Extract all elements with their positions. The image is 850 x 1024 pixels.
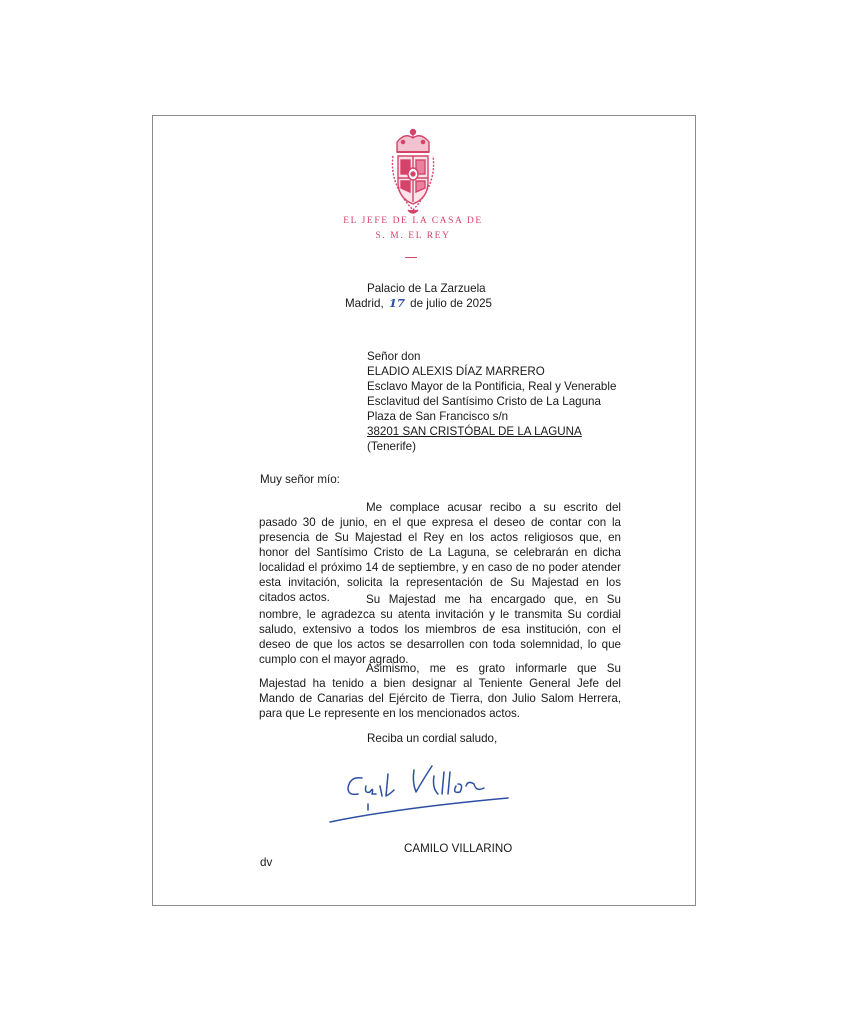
recipient-postal-city: 38201 SAN CRISTÓBAL DE LA LAGUNA	[367, 425, 582, 438]
date-month-year: de julio de 2025	[410, 297, 493, 310]
typist-initials: dv	[260, 856, 273, 869]
recipient-title-1: Esclavo Mayor de la Pontificia, Real y Venerable	[367, 380, 617, 393]
handwritten-signature	[328, 764, 538, 826]
recipient-region: (Tenerife)	[367, 440, 416, 453]
body-paragraph-3: Asimismo, me es grato informarle que Su Majestad ha tenido a bien designar al Teniente General Jefe del Mando de Canarias del Ejército de Tierra, don Julio Salom Herrera, para que Le represente en los mencionados actos.	[259, 662, 621, 720]
recipient-name: ELADIO ALEXIS DÍAZ MARRERO	[367, 365, 545, 378]
letterhead-line-1: EL JEFE DE LA CASA DE	[343, 216, 483, 226]
body-paragraph-1: Me complace acusar recibo a su escrito del pasado 30 de junio, en el que expresa el deseo de contar con la presencia de Su Majestad el Rey en los actos religiosos que, en honor del Santísimo Cristo de La Laguna, se celebrarán en dicha localidad el próximo 14 de septiembre, y en caso de no poder atender esta invitación, solicita la representación de Su Majestad en los citados actos.	[259, 501, 621, 604]
letter-closing: Reciba un cordial saludo,	[367, 732, 498, 745]
recipient-address	[367, 349, 616, 454]
letter-page	[152, 115, 696, 906]
signatory-name: CAMILO VILLARINO	[404, 842, 513, 855]
letterhead-divider	[405, 257, 417, 258]
recipient-title-2: Esclavitud del Santísimo Cristo de La Laguna	[367, 395, 601, 408]
recipient-salutation: Señor don	[367, 350, 421, 363]
letterhead-line-2: S. M. EL REY	[375, 231, 451, 241]
date-day-handwritten: 17	[388, 296, 405, 310]
body-paragraph-2: Su Majestad me ha encargado que, en Su nombre, le agradezca su atenta invitación y le transmita Su cordial saludo, extensivo a todos los miembros de esa institución, con el deseo de que los actos se desarrollen con toda solemnidad, lo que cumplo con el mayor agrado.	[259, 593, 621, 666]
letter-place: Palacio de La Zarzuela	[367, 282, 486, 295]
letter-greeting: Muy señor mío:	[260, 473, 340, 486]
royal-coat-of-arms-icon	[383, 126, 443, 218]
date-city: Madrid,	[345, 297, 384, 310]
recipient-street: Plaza de San Francisco s/n	[367, 410, 509, 423]
letter-date	[345, 296, 492, 311]
